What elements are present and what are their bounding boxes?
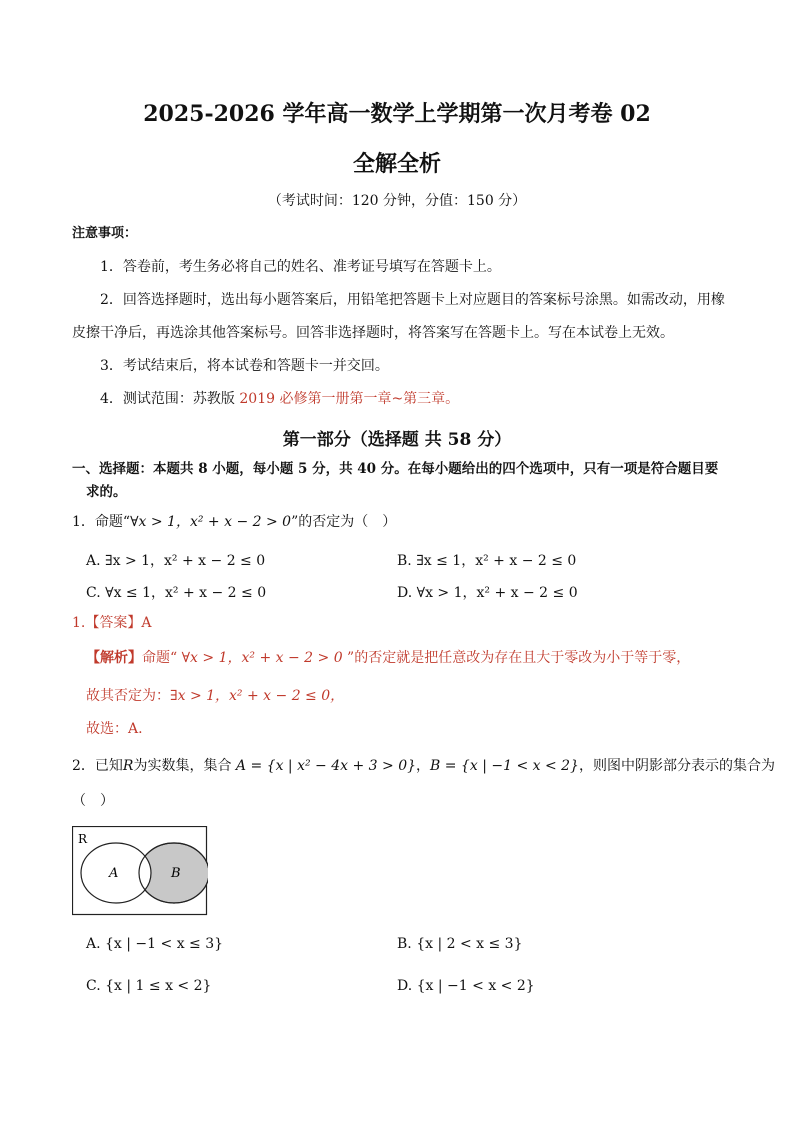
- note-item-2: 2．回答选择题时，选出每小题答案后，用铅笔把答题卡上对应题目的答案标号涂黑。如需改动，用橡: [100, 292, 725, 308]
- q1-analysis-label: 【解析】: [86, 650, 142, 666]
- venn-universe-label: R: [78, 832, 88, 846]
- note-item-4: [100, 389, 459, 409]
- q2-stem-mid: 为实数集，集合: [133, 758, 236, 774]
- q2-stem: [72, 756, 775, 776]
- q2-stem-suffix: ，则图中阴影部分表示的集合为: [578, 758, 775, 774]
- q1-stem: [72, 512, 396, 532]
- q1-answer: 1.【答案】A: [72, 615, 152, 631]
- q1-stem-prefix: 1．命题“: [72, 514, 131, 530]
- q1-negation-prefix: 故其否定为：: [86, 688, 170, 704]
- q1-stem-suffix: ”的否定为（ ）: [291, 514, 397, 530]
- q2-paren: （ ）: [72, 793, 114, 809]
- scope-range: 2019 必修第一册第一章~第三章。: [239, 391, 460, 407]
- section-title: 第一部分（选择题 共 58 分）: [282, 430, 512, 450]
- q1-option-d[interactable]: D. ∀x > 1，x² + x − 2 ≤ 0: [397, 585, 578, 601]
- q1-option-c[interactable]: C. ∀x ≤ 1，x² + x − 2 ≤ 0: [86, 585, 267, 601]
- section-instructions-2: 求的。: [86, 484, 127, 500]
- q2-stem-prefix: 2．已知: [72, 758, 123, 774]
- venn-diagram: [72, 826, 208, 916]
- q2-set-a: A = {x | x² − 4x + 3 > 0}: [235, 758, 417, 774]
- note-item-1: 1．答卷前，考生务必将自己的姓名、准考证号填写在答题卡上。: [100, 259, 501, 275]
- exam-info: （考试时间：120 分钟，分值：150 分）: [267, 193, 527, 209]
- note-item-2-cont: 皮擦干净后，再选涂其他答案标号。回答非选择题时，将答案写在答题卡上。写在本试卷上无效。: [72, 325, 674, 341]
- q1-option-a[interactable]: A. ∃x > 1，x² + x − 2 ≤ 0: [86, 553, 266, 569]
- notes-heading: 注意事项：: [72, 226, 138, 241]
- q1-analysis-math: ∀x > 1，x² + x − 2 > 0: [181, 650, 343, 666]
- q2-option-d[interactable]: D. {x | −1 < x < 2}: [397, 978, 535, 994]
- q2-option-c[interactable]: C. {x | 1 ≤ x < 2}: [86, 978, 212, 994]
- venn-label-b: B: [171, 866, 181, 881]
- q1-analysis-prefix: 命题“: [142, 650, 182, 666]
- q2-option-a[interactable]: A. {x | −1 < x ≤ 3}: [86, 936, 224, 952]
- q1-negation: [86, 686, 344, 706]
- q2-set-b: B = {x | −1 < x < 2}: [430, 758, 579, 774]
- note-item-3: 3．考试结束后，将本试卷和答题卡一并交回。: [100, 358, 389, 374]
- page-subtitle: 全解全析: [352, 151, 441, 177]
- q2-stem-r: R: [122, 758, 134, 774]
- q1-stem-math: ∀x > 1，x² + x − 2 > 0: [130, 514, 292, 530]
- q1-analysis: [86, 648, 690, 668]
- q2-stem-sep: ，: [416, 758, 431, 774]
- q1-choose: 故选：A.: [86, 721, 143, 737]
- page-title: 2025-2026 学年高一数学上学期第一次月考卷 02: [143, 101, 651, 127]
- venn-label-a: A: [109, 866, 119, 881]
- scope-prefix: 4．测试范围：苏教版: [100, 391, 235, 407]
- q1-option-b[interactable]: B. ∃x ≤ 1，x² + x − 2 ≤ 0: [397, 553, 577, 569]
- section-instructions-1: 一、选择题：本题共 8 小题，每小题 5 分，共 40 分。在每小题给出的四个选项中，只有一项是符合题目要: [72, 461, 719, 477]
- q1-negation-math: ∃x > 1，x² + x − 2 ≤ 0，: [170, 688, 345, 704]
- q1-analysis-suffix: ”的否定就是把任意改为存在且大于零改为小于等于零，: [342, 650, 691, 666]
- q2-option-b[interactable]: B. {x | 2 < x ≤ 3}: [397, 936, 523, 952]
